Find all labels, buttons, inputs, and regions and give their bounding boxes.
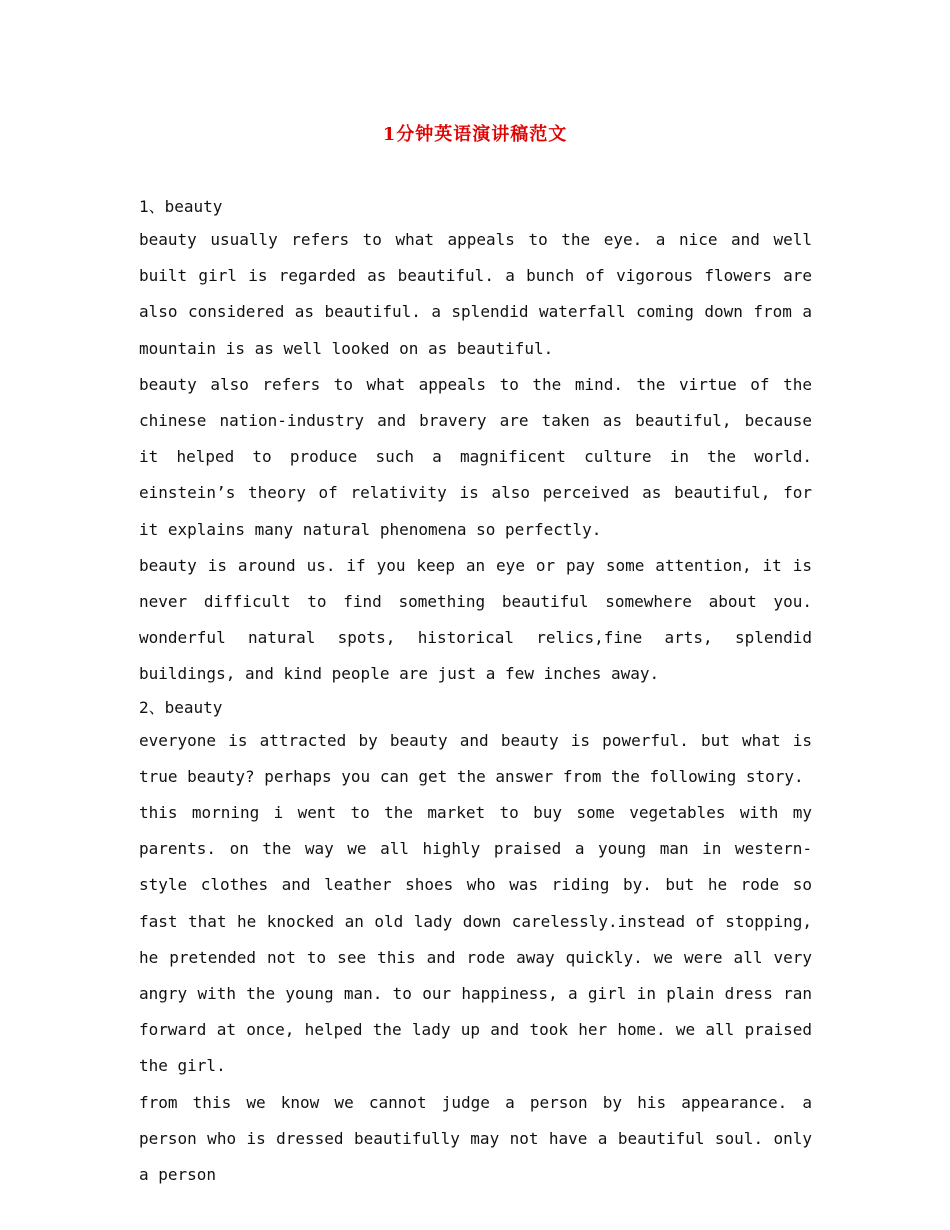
paragraph: this morning i went to the market to buy some vegetables with my parents. on the way we all highly praised a young man in western-style clothes and leather shoes who was riding by. but he rode so fast that he knocked an old lady down carelessly.instead of stopping, he pretended not to see this and rode away quickly. we were all very angry with the young man. to our happiness, a girl in plain dress ran forward at once, helped the lady up and took her home. we all praised the girl. (139, 803, 812, 1076)
paragraph: everyone is attracted by beauty and beauty is powerful. but what is true beauty? perhaps you can get the answer from the following story. (139, 730, 812, 786)
section-heading: 1、beauty (139, 197, 223, 216)
section-heading: 2、beauty (139, 697, 223, 717)
paragraph: beauty usually refers to what appeals to the eye. a nice and well built girl is regarded as beautiful. a bunch of vigorous flowers are also considered as beautiful. a splendid waterfall coming down from a mountain is as well looked on as beautiful. (139, 230, 812, 358)
paragraph: from this we know we cannot judge a person by his appearance. a person who is dressed beautifully may not have a beautiful soul. only a person (139, 1092, 812, 1185)
paragraph: beauty is around us. if you keep an eye or pay some attention, it is never difficult to find something beautiful somewhere about you. wonderful natural spots, historical relics,fine arts, splendid buildings, and kind people are just a few inches away. (139, 555, 812, 684)
document-title: 1分钟英语演讲稿范文 (382, 124, 568, 145)
paragraph: beauty also refers to what appeals to the mind. the virtue of the chinese nation-industry and bravery are taken as beautiful, because it helped to produce such a magnificent culture in the world. einstein’s theory of relativity is also perceived as beautiful, for it explains many natural phenomena so perfectly. (139, 374, 812, 539)
document-body (139, 192, 812, 1193)
